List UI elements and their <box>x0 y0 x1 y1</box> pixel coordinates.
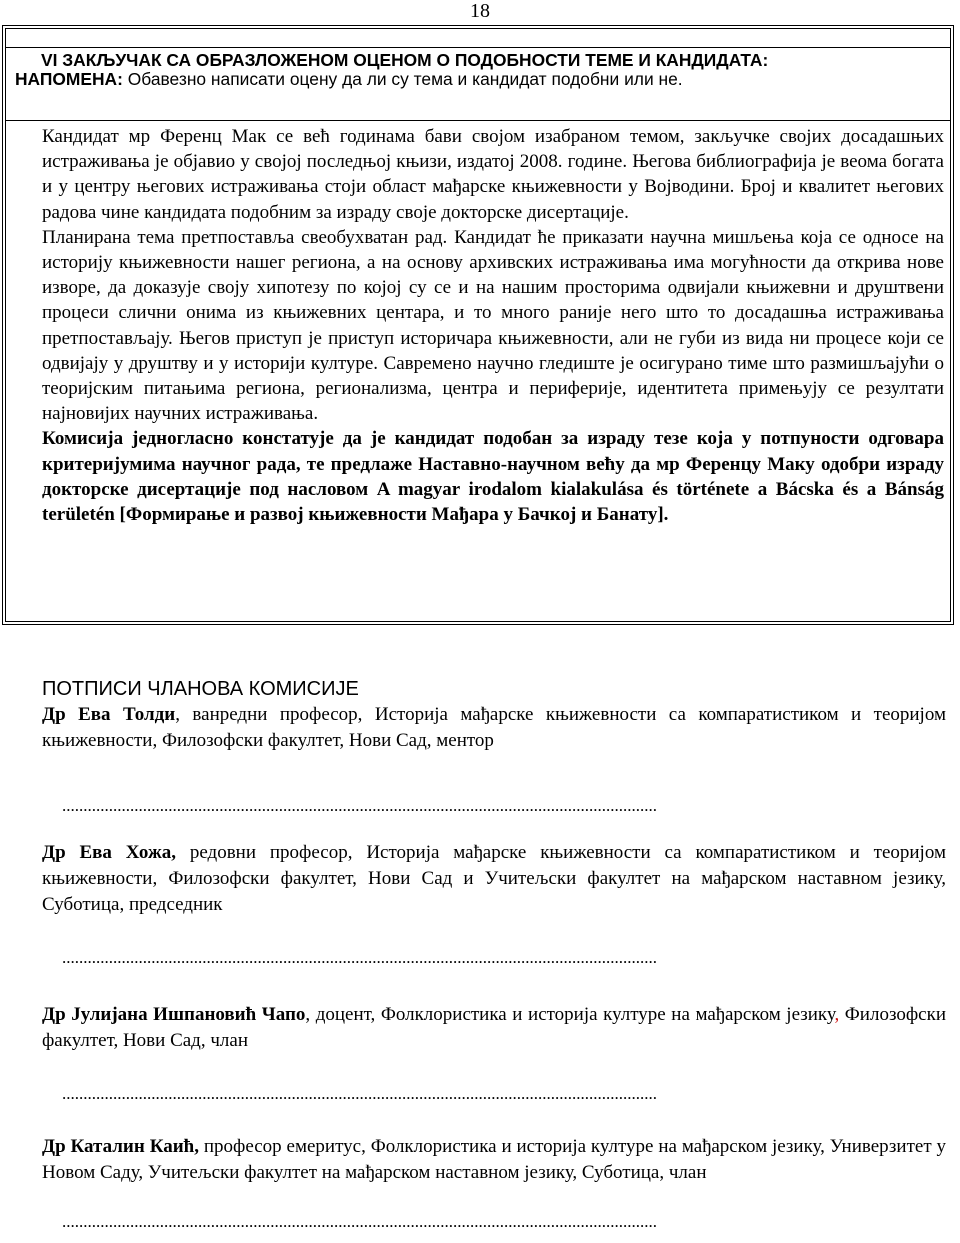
body-paragraph-1: Кандидат мр Ференц Мак се већ годинама бави својом изабраном темом, закључке својих досадашњих истраживања је објавио у својој последњој књизи, издатој 2008. године. Његова библиографија је веома богата и у центру његових истраживања стоји област мађарске књижевности у Војводини. Број и квалитет његових радова чине кандидата подобним за израду своје докторске дисертације. <box>42 126 944 223</box>
member-1-name: Др Ева Толди <box>42 704 176 725</box>
member-1-details: , ванредни професор, Историја мађарске књижевности са компаратистиком и теоријом књижевности, Филозофски факултет, Нови Сад, ментор <box>42 704 946 751</box>
signatures-section <box>42 676 946 1232</box>
signature-line-3: ............................................................................................................................................ <box>62 1084 657 1103</box>
page-number: 18 <box>470 0 490 22</box>
section-title: VI ЗАКЉУЧАК СА ОБРАЗЛОЖЕНОМ ОЦЕНОМ О ПОДОБНОСТИ ТЕМЕ И КАНДИДАТА: <box>41 50 769 70</box>
note-line <box>15 69 683 89</box>
member-1 <box>42 702 946 754</box>
member-3-name: Др Јулијана Ишпановић Чапо <box>42 1004 306 1025</box>
member-3-details-b: Филозофски факултет, Нови Сад, члан <box>42 1004 946 1051</box>
conclusion-inner-frame <box>5 28 951 622</box>
signature-line-2: ............................................................................................................................................ <box>62 948 657 967</box>
conclusion-section-box <box>2 25 954 625</box>
member-2 <box>42 840 946 918</box>
member-3 <box>42 1002 946 1054</box>
signature-line-4: ............................................................................................................................................ <box>62 1212 657 1231</box>
member-3-details-red: , <box>834 1004 840 1025</box>
commission-conclusion: Комисија једногласно констатује да је кандидат подобан за израду тезе која у потпуности одговара критеријумима научног рада, те предлаже Наставно-научном већу да мр Ференцу Маку одобри израду докторске дисертације под насловом A magyar irodalom kialakulása és története a Bácska és a Bánság területén [Формирање и развој књижевности Мађара у Бачкој и Банату]. <box>42 428 944 526</box>
member-2-name: Др Ева Хожа, <box>42 842 176 863</box>
body-paragraph-2: Планирана тема претпоставља свеобухватан рад. Кандидат ће приказати научна мишљења која се односе на историју књижевности нашег региона, а на основу архивских истраживања има могућности да открива нове изворе, да доказује своју хипотезу по којој су се и на нашим просторима одвијали књижевни и друштвени процеси слични онима из књижевних центара, и то много раније него што то досадашња истраживања претпостављају. Његов приступ је приступ историчара књижевности, али не губи из вида ни процесе који се одвијају у друштву и у историји културе. Савремено научно гледиште је осигурано тиме што размишљајући о теоријским питањима региона, регионализма, центра и периферије, идентитета примењују се резултати најновијих научних истраживања. <box>42 226 944 425</box>
member-3-details-a: , доцент, Фолклористика и историја културе на мађарском језику <box>305 1004 835 1025</box>
section-header <box>6 47 950 121</box>
member-4 <box>42 1134 946 1186</box>
member-2-details: редовни професор, Историја мађарске књижевности са компаратистиком и теоријом књижевности, Филозофски факултет, Нови Сад и Учитељски факултет на мађарском наставном језику, Суботица, председник <box>42 842 946 915</box>
conclusion-body <box>42 124 944 527</box>
member-4-details: професор емеритус, Фолклористика и историја културе на мађарском језику, Универзитет у Новом Саду, Учитељски факултет на мађарском наставном језику, Суботица, члан <box>42 1136 946 1183</box>
note-text: Обавезно написати оцену да ли су тема и кандидат подобни или не. <box>122 69 683 89</box>
member-4-name: Др Каталин Каић, <box>42 1136 199 1157</box>
signature-line-1: ............................................................................................................................................ <box>62 796 657 815</box>
note-label: НАПОМЕНА: <box>15 69 123 89</box>
signatures-heading: ПОТПИСИ ЧЛАНОВА КОМИСИЈЕ <box>42 678 359 700</box>
